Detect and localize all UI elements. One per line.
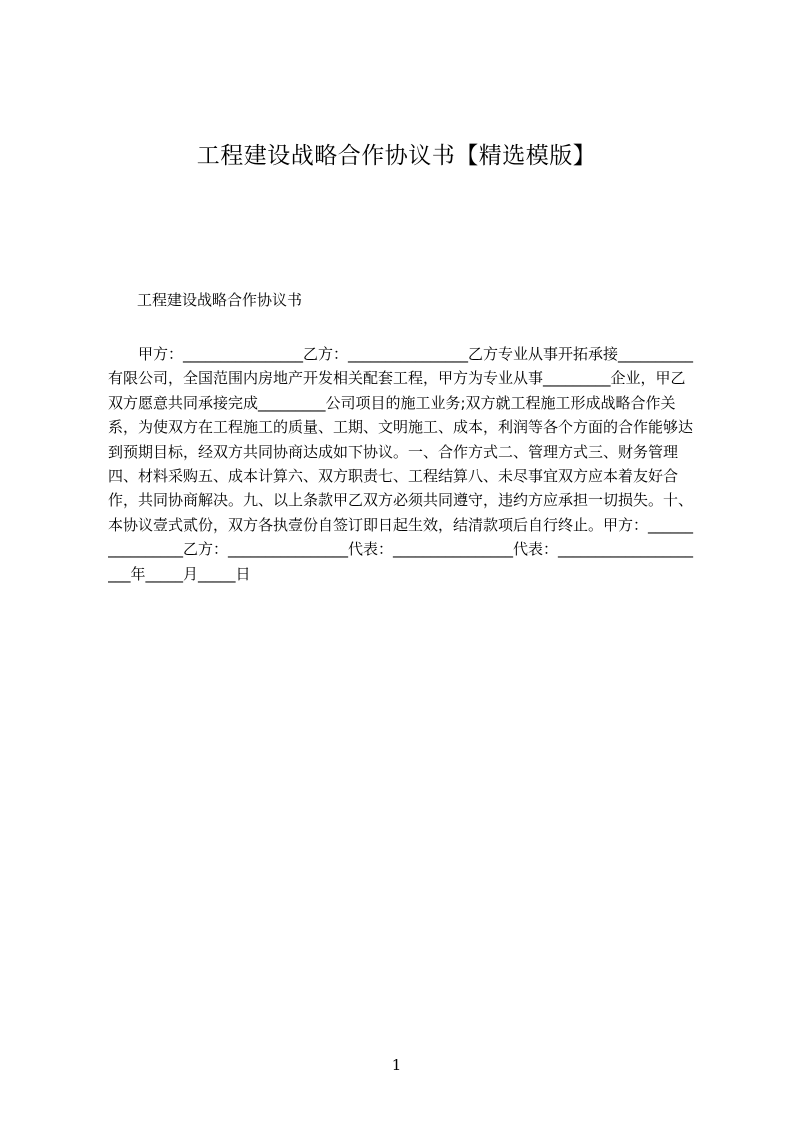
document-title: 工程建设战略合作协议书【精选模版】 — [196, 143, 597, 169]
agreement-body: 甲方：________________乙方：________________乙方专业从事开拓承接__________有限公司，全国范围内房地产开发相关配套工程，甲方为专业从事_________企业，甲乙双方愿意共同承接完成_________公司项目的施工业务;双方就工程施工形成战略合作关系，为使双方在工程施工的质量、工期、文明施工、成本，利润等各个方面的合作能够达到预期目标，经双方共同协商达成如下协议。一、合作方式二、管理方式三、财务管理四、材料采购五、成本计算六、双方职责七、工程结算八、未尽事宜双方应本着友好合作，共同协商解决。九、以上条款甲乙双方必须共同遵守，违约方应承担一切损失。十、本协议壹式贰份，双方各执壹份自签订即日起生效，结清款项后自行终止。甲方：________________乙方：________________代表：________________代表：_____________________年_____月_____日 — [108, 345, 694, 583]
page-number: 1 — [391, 1056, 402, 1074]
agreement-subtitle: 工程建设战略合作协议书 — [137, 291, 303, 309]
